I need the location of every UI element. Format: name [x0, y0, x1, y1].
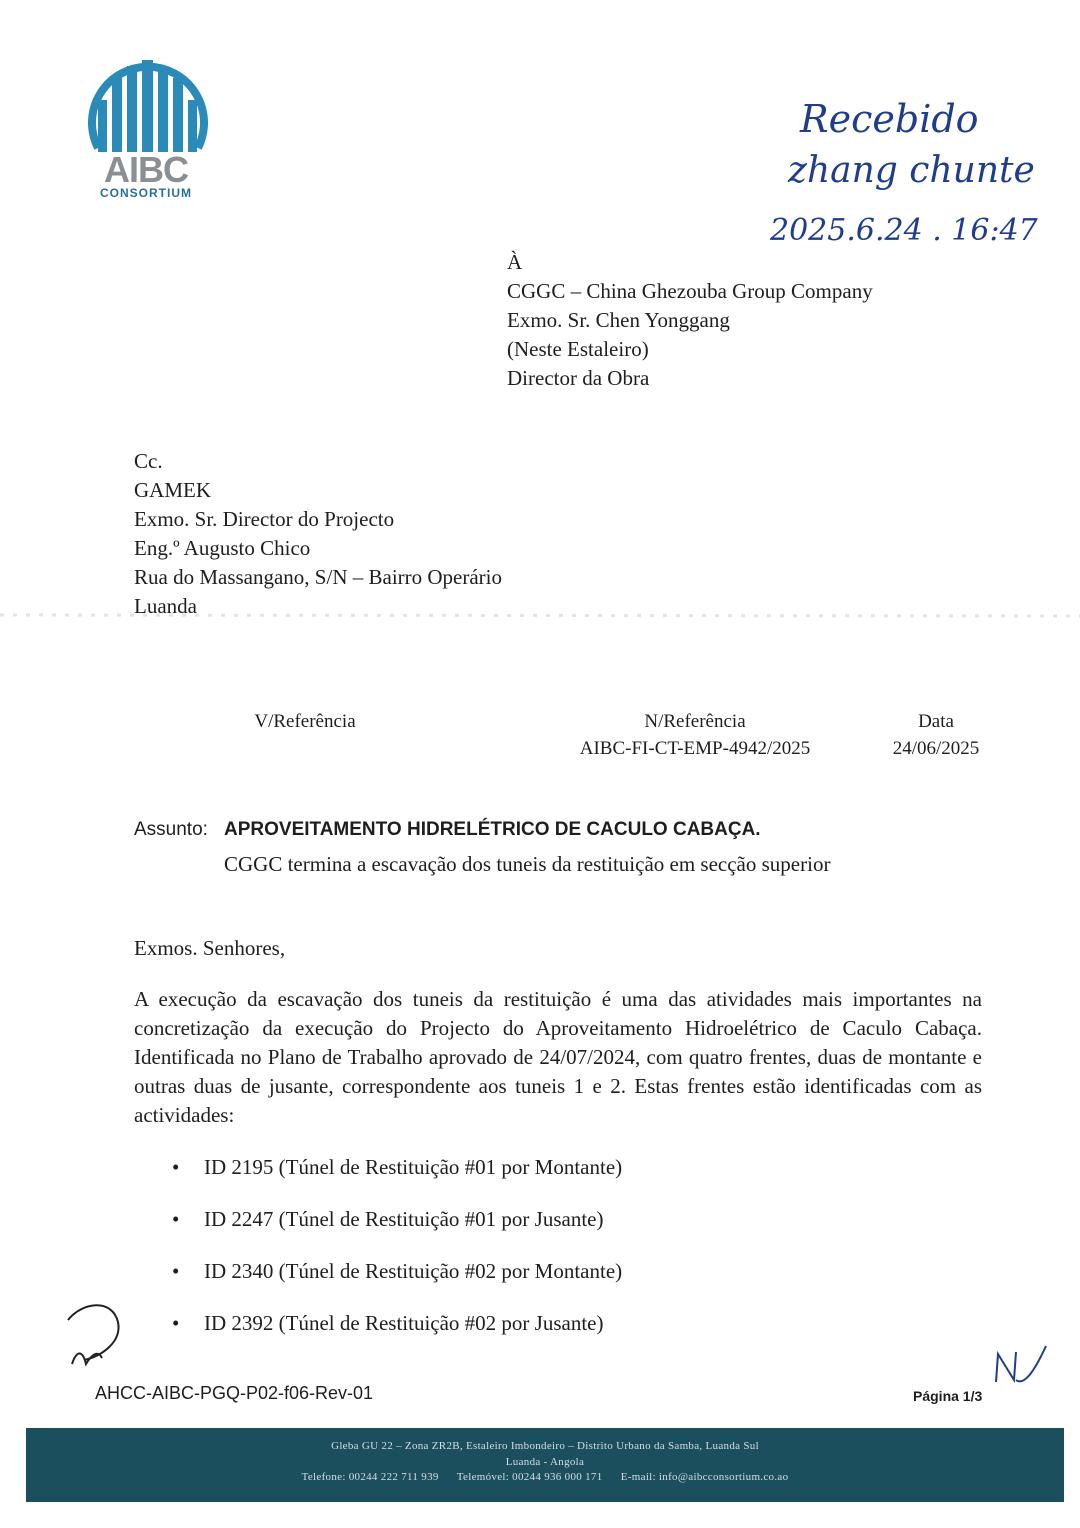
list-item-text: ID 2195 (Túnel de Restituição #01 por Montante) — [204, 1155, 623, 1179]
n-referencia-value: AIBC-FI-CT-EMP-4942/2025 — [579, 738, 811, 759]
handwriting-line-3: 2025.6.24 . 16:47 — [770, 213, 1038, 248]
list-item: • ID 2195 (Túnel de Restituição #01 por Montante) — [172, 1155, 623, 1179]
cc-block — [134, 447, 502, 621]
cc-line: Eng.º Augusto Chico — [134, 536, 311, 560]
subject-label: Assunto: — [134, 819, 208, 840]
recipient-line: Exmo. Sr. Chen Yonggang — [507, 308, 730, 332]
cc-line: GAMEK — [134, 478, 211, 502]
cc-line: Luanda — [134, 594, 197, 618]
scan-noise — [0, 600, 1080, 630]
handwriting-line-1: Recebido — [800, 97, 979, 141]
subject-subtitle: CGGC termina a escavação dos tuneis da restituição em secção superior — [224, 852, 831, 876]
list-item-text: ID 2247 (Túnel de Restituição #01 por Jusante) — [204, 1207, 604, 1231]
list-item: • ID 2247 (Túnel de Restituição #01 por Jusante) — [172, 1207, 604, 1231]
date-block — [880, 708, 992, 762]
recipient-line: À — [507, 250, 523, 274]
date-label: Data — [918, 711, 954, 732]
recipient-line: (Neste Estaleiro) — [507, 337, 649, 361]
recipient-block — [507, 248, 873, 393]
footer-address-line-1: Gleba GU 22 – Zona ZR2B, Estaleiro Imbondeiro – Distrito Urbano da Samba, Luanda Sul — [331, 1440, 759, 1452]
body-paragraph: A execução da escavação dos tuneis da restituição é uma das atividades mais importantes na concretização da execução do Projecto do Aproveitamento Hidroelétrico de Caculo Cabaça. Identificada no Plano de Trabalho aprovado de 24/07/2024, com quatro frentes, duas de montante e outras duas de jusante, correspondente aos tuneis 1 e 2. Estas frentes estão identificadas com as actividades: — [134, 987, 982, 1127]
recipient-line: Director da Obra — [507, 366, 650, 390]
salutation: Exmos. Senhores, — [134, 936, 286, 960]
v-referencia — [230, 708, 380, 735]
list-item: • ID 2340 (Túnel de Restituição #02 por Montante) — [172, 1259, 623, 1283]
list-item: • ID 2392 (Túnel de Restituição #02 por Jusante) — [172, 1311, 604, 1335]
n-referencia — [560, 708, 830, 762]
form-code: AHCC-AIBC-PGQ-P02-f06-Rev-01 — [95, 1383, 374, 1403]
v-referencia-label: V/Referência — [254, 711, 356, 732]
date-value: 24/06/2025 — [892, 738, 980, 759]
cc-line: Cc. — [134, 449, 163, 473]
logo-text: AIBC — [104, 149, 188, 190]
recipient-line: CGGC – China Ghezouba Group Company — [507, 279, 873, 303]
logo-subtext: CONSORTIUM — [100, 186, 192, 200]
subject-title: APROVEITAMENTO HIDRELÉTRICO DE CACULO CABAÇA. — [224, 819, 761, 840]
initials-right — [990, 1342, 1050, 1388]
footer-contact-line: Telefone: 00244 222 711 939 Telemóvel: 00244 936 000 171 E-mail: info@aibcconsortium.co.ao — [301, 1471, 789, 1483]
footer-address-bar — [26, 1428, 1064, 1502]
handwriting-line-2: zhang chunte — [788, 150, 1035, 191]
handwritten-receipt-note — [760, 80, 1060, 260]
cc-line: Rua do Massangano, S/N – Bairro Operário — [134, 565, 503, 589]
footer-address-line-2: Luanda - Angola — [505, 1456, 585, 1468]
page-number: Página 1/3 — [913, 1388, 983, 1404]
list-item-text: ID 2340 (Túnel de Restituição #02 por Montante) — [204, 1259, 623, 1283]
list-item-text: ID 2392 (Túnel de Restituição #02 por Jusante) — [204, 1311, 604, 1335]
initials-left — [62, 1298, 126, 1370]
aibc-logo — [84, 30, 212, 205]
n-referencia-label: N/Referência — [644, 711, 746, 732]
cc-line: Exmo. Sr. Director do Projecto — [134, 507, 395, 531]
